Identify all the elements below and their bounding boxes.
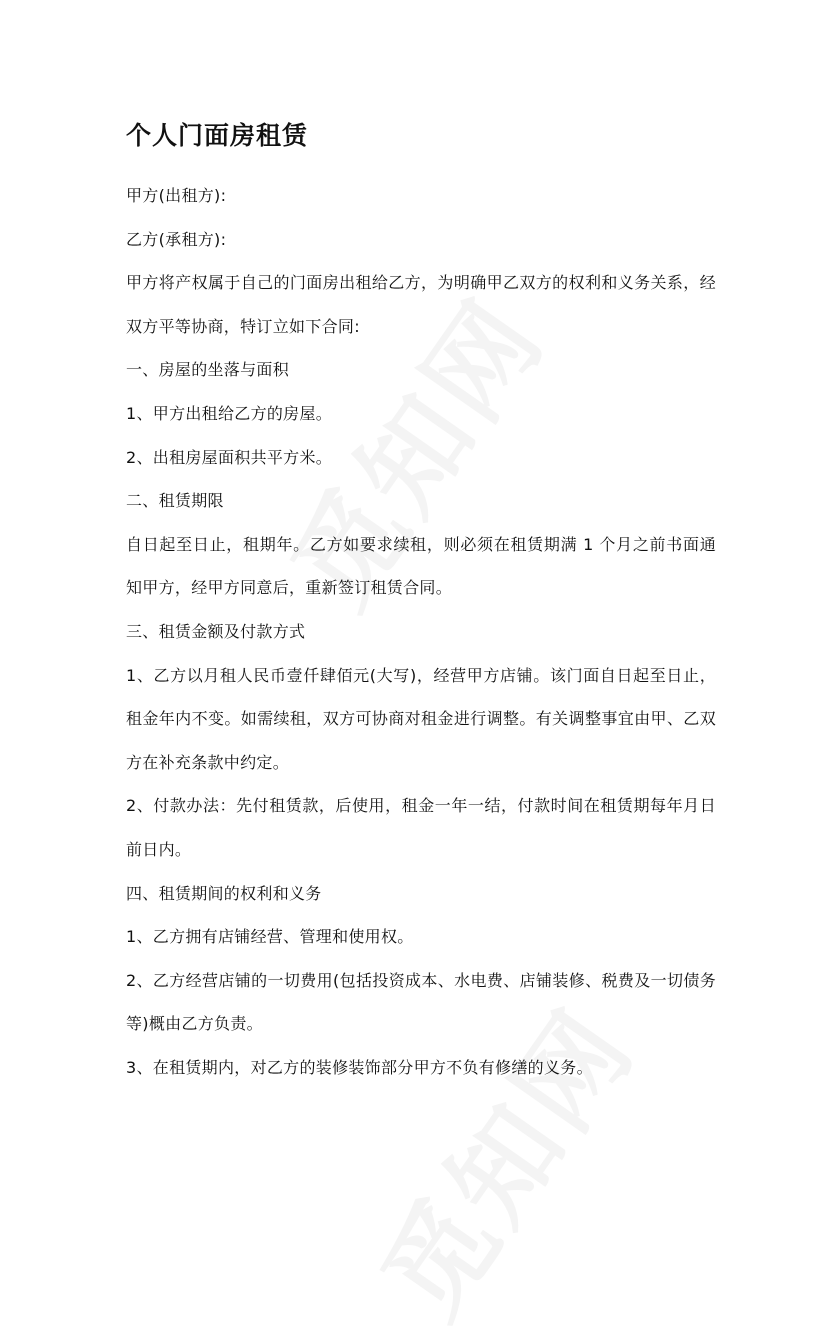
section-heading-4: 四、租赁期间的权利和义务 [126, 883, 322, 903]
clause-1-2: 2、出租房屋面积共平方米。 [126, 447, 333, 467]
document-title: 个人门面房租赁 [126, 121, 309, 150]
section-heading-3: 三、租赁金额及付款方式 [126, 621, 306, 641]
clause-4-3: 3、在租赁期内，对乙方的装修装饰部分甲方不负有修缮的义务。 [126, 1057, 593, 1077]
intro-paragraph: 甲方将产权属于自己的门面房出租给乙方，为明确甲乙双方的权利和义务关系，经双方平等协商，特订立如下合同: [126, 273, 716, 336]
section-heading-1: 一、房屋的坐落与面积 [126, 360, 290, 380]
clause-3-2: 2、付款办法：先付租赁款，后使用，租金一年一结，付款时间在租赁期每年月日前日内。 [126, 796, 716, 859]
party-a-line: 甲方(出租方): [126, 186, 227, 205]
clause-3-1: 1、乙方以月租人民币壹仟肆佰元(大写)，经营甲方店铺。该门面自日起至日止，租金年内不变。如需续租，双方可协商对租金进行调整。有关调整事宜由甲、乙双方在补充条款中约定。 [126, 665, 716, 772]
document-page [126, 114, 716, 1089]
party-b-line: 乙方(承租方): [126, 229, 227, 249]
clause-4-1: 1、乙方拥有店铺经营、管理和使用权。 [126, 927, 414, 947]
clause-2-body: 自日起至日止，租期年。乙方如要求续租，则必须在租赁期满 1 个月之前书面通知甲方，经甲方同意后，重新签订租赁合同。 [126, 534, 716, 598]
clause-4-2: 2、乙方经营店铺的一切费用(包括投资成本、水电费、店铺装修、税费及一切债务等)概由乙方负责。 [126, 970, 716, 1034]
clause-1-1: 1、甲方出租给乙方的房屋。 [126, 403, 333, 423]
section-heading-2: 二、租赁期限 [126, 491, 224, 511]
